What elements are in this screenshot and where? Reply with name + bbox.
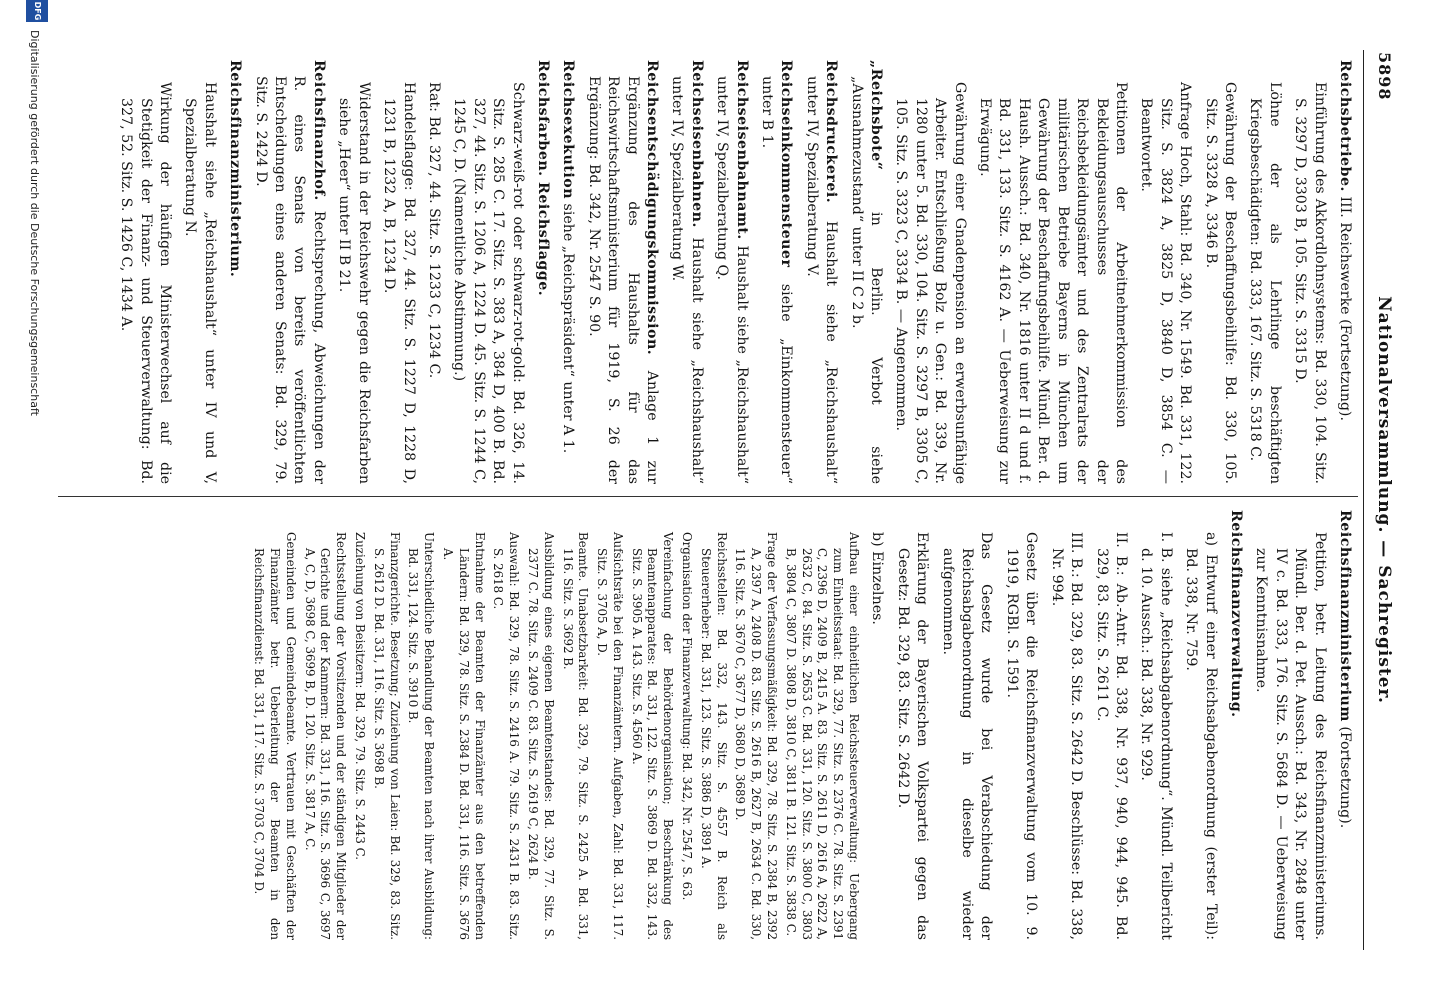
index-entry (424, 82, 443, 484)
entry-headword: Reichseisenbahnamt. (733, 60, 750, 240)
entry-text: in Berlin. Verbot siehe „Ausnahmezustand“ unter II C 2 b. (848, 76, 885, 484)
left-column (110, 60, 1354, 484)
entry-headword: „Reichsbote“ (868, 60, 885, 171)
index-entry (1091, 532, 1130, 940)
index-entry (225, 60, 244, 484)
index-entry (405, 532, 437, 940)
entry-headword: Reichsfinanzverwaltung. (1227, 510, 1244, 718)
index-entry (667, 60, 706, 484)
index-entry (116, 82, 174, 484)
index-entry (301, 532, 348, 940)
index-entry (1181, 532, 1220, 940)
index-entry (712, 60, 751, 484)
entry-text: III. B.: Bd. 329, 83. Sitz. S. 2642 D. Beschlüsse: Bd. 338, Nr. 994. (1048, 532, 1085, 940)
index-entry (449, 82, 527, 484)
entry-text: Organisation der Finanzverwaltung: Bd. 342, Nr. 2547, S. 63. (680, 532, 695, 901)
index-entry (351, 532, 367, 940)
entry-text: Vereinfachung der Behördenorganisation; Beschränkung des Beamtenapparates: Bd. 331, 122. Sitz. S. 3869 D. Bd. 332, 143. Sitz. S. 3905 A. 143. Sitz. S. 4560 A. (629, 532, 676, 940)
entry-text: Schwarz-weiß-rot oder schwarz-rot-gold: Bd. 326, 14. Sitz. S. 285 C. 17. Sitz. S. 383 A, 384 D, 400 B. Bd. 327, 44. Sitz. S. 1206 A, 1224 D. 45. Sitz. S. 1244 C, 1245 C, D. (Namentliche Abstimmung.) (451, 82, 526, 484)
index-entry (975, 82, 1130, 484)
entry-text: Handelsflagge: Bd. 327, 44. Sitz. S. 1227 D, 1228 D, 1231 B, 1232 A, B, 1234 D. (381, 82, 417, 484)
index-entry (1226, 510, 1245, 940)
entry-text: siehe „Reichspräsident“ unter A 1. (560, 199, 577, 454)
entry-text: Haushalt siehe „Reichshaushalt“ unter IV, Spezialberatung Q. (714, 76, 750, 484)
entry-text: Aufbau einer einheitlichen Reichssteuerverwaltung: Uebergang zum Einheitsstaat: Bd. 329, 77. Sitz. S. 2376 C. 78. Sitz. S. 2391 C, 2396 D, 2409 B, 2415 A. 83. Sitz. S. 2611 D, 2616 A, 2622 A, 2632 C, 84. Sitz. S. 2653 C. Bd. 331, 120. Sitz. S. 3800 C, 3803 B, 3804 C, 3807 D. 3808 D, 3810 C, 3811 B. 121. Sitz. S. 3838 C. (783, 532, 862, 940)
entry-headword: Reichsfinanzhof. (310, 60, 327, 201)
index-entry (1335, 60, 1354, 484)
entry-text: Haushalt siehe „Reichshaushalt“ unter IV, Spezialberatung W. (669, 76, 705, 484)
entry-text: III. Reichswerke (Fortsetzung). (1337, 191, 1353, 421)
index-entry (867, 532, 886, 940)
index-entry (379, 82, 418, 484)
entry-text: Haushalt siehe „Reichshaushalt“ unter IV und V, Spezialberatung N. (182, 82, 218, 484)
entry-text: b) Einzelnes. (869, 532, 886, 625)
entry-text: Petitionen der Arbeitnehmerkommission des Bekleidungsausschusses der Reichsbekleidungsämter und des Zentralrats der militärischen Betriebe Bayerns in München um Gewährung der Beschaffungsbeihilfe. Mündl. Ber. d. Haush. Aussch.: Bd. 340, Nr. 1816 unter II d und f. Bd. 331, 133. Sitz. S. 4162 A. — Ueberweisung zur Erwägung. (977, 82, 1129, 484)
entry-text: siehe „Einkommensteuer“ unter B 1. (759, 76, 795, 484)
entry-text: Widerstand in der Reichswehr gegen die Reichsfarben siehe „Heer“ unter II B 21. (336, 82, 372, 484)
entry-headword: Reichsdruckerei. (823, 60, 840, 204)
entry-text: Löhne der als Lehrlinge beschäftigten Kriegsbeschädigten: Bd. 333, 167. Sitz. S. 5318 C. (1247, 82, 1283, 484)
index-entry (180, 82, 219, 484)
header-rule (1363, 50, 1364, 950)
index-entry (846, 60, 885, 484)
index-entry (1046, 532, 1085, 940)
index-entry (801, 60, 840, 484)
index-entry (732, 532, 779, 940)
index-entry (250, 60, 328, 484)
entry-text: Reichsstellen: Bd. 332, 143. Sitz. S. 4557 B. Reich als Steuererheber: Bd. 331, 123. Sitz. S. 3886 D, 3891 A. (698, 532, 729, 940)
entry-text: Anfrage Hoch, Stahl: Bd. 340, Nr. 1549. Bd. 331, 122. Sitz. S. 3824 A, 3825 D, 3840 D, 3854 C. — Beantwortet. (1138, 82, 1194, 484)
index-entry (697, 532, 729, 940)
entry-text: Haushalt siehe „Reichshaushalt“ unter IV, Spezialberatung V. (803, 76, 840, 484)
entry-text: Gewährung der Beschaffungsbeihilfe: Bd. 330, 105. Sitz. S. 3328 A, 3346 B. (1202, 82, 1238, 484)
entry-text: Frage der Verfassungsmäßigkeit: Bd. 329, 78. Sitz. S. 2384 B, 2392 A, 2397 A, 2408 D. 83. Sitz. S. 2616 B, 2627 B, 2634 C. Bd. 330, 116. Sitz. S. 3670 C, 3677 D, 3680 D, 3689 D. (733, 532, 780, 940)
entry-text: Gesetz über die Reichsfinanzverwaltung vom 10. 9. 1919, RGBl. S. 1591. (1003, 532, 1040, 940)
entry-text: Finanzgerichte. Besetzung; Zuziehung von Laien: Bd. 329, 83. Sitz. S. 2612 D. Bd. 331, 116. Sitz. S. 3698 B. (371, 532, 402, 940)
entry-text: (Fortsetzung). (1337, 721, 1353, 829)
dfg-logo: DFG (26, 0, 48, 22)
entry-text: Beamte. Unabsetzbarkeit: Bd. 329, 79. Sitz. S. 2425 A. Bd. 331, 116. Sitz. S. 3692 B. (560, 532, 591, 940)
entry-text: Rechtsstellung der Vorsitzenden und der ständigen Mitglieder der Gerichte und der Kammern: Bd. 331, 116. Sitz. S. 3696 C, 3697 A, C, D, 3698 C, 3699 B, D. 120. Sitz. S. 3817 A, C. (302, 532, 349, 940)
entry-headword: Reichsbetriebe. (1337, 60, 1353, 192)
index-entry (334, 82, 373, 484)
entry-text: Aufsichtsräte bei den Finanzämtern. Aufgaben, Zahl: Bd. 331, 117. Sitz. S. 3705 A, D. (595, 532, 625, 940)
footer-credit: Digitalisierung gefördert durch die Deutsche Forschungsgemeinschaft (28, 30, 41, 416)
index-entry (678, 532, 694, 940)
index-entry (439, 532, 486, 940)
entry-text: Rat: Bd. 327, 44. Sitz. S. 1233 C, 1234 C. (425, 82, 442, 379)
index-entry (490, 532, 522, 940)
entry-text: Das Gesetz wurde bei Verabschiedung der Reichsabgabenordnung in dieselbe wieder aufgenommen. (939, 532, 995, 940)
entry-text: Anlage 1 zur Ergänzung des Haushalts für das Reichswirtschaftsministerium für 1919, S. 26 der Ergänzung: Bd. 342, Nr. 2547 S. 90. (585, 76, 660, 484)
running-head: Nationalversammlung. — Sachregister. (1374, 296, 1394, 704)
index-entry (559, 532, 591, 940)
page-number: 5898 (1375, 52, 1394, 101)
index-entry (937, 532, 995, 940)
index-entry (558, 60, 577, 484)
index-entry (533, 60, 552, 484)
index-entry (892, 532, 931, 940)
index-entry (891, 82, 969, 484)
entry-headword: Reichseinkommensteuer (778, 60, 795, 268)
index-entry (370, 532, 402, 940)
index-entry (524, 532, 556, 940)
entry-headword: Reichsentschädigungskommission. (644, 60, 660, 356)
entry-headword: Reichsfinanzministerium (1337, 510, 1353, 722)
entry-text: Zuziehung von Beisitzern: Bd. 329, 79. Sitz. S. 2443 C. (352, 532, 367, 860)
entry-text: Auswahl: Bd. 329, 78. Sitz. S. 2416 A. 79. Sitz. S. 2431 B. 83. Sitz. S. 2618 C. (491, 532, 522, 940)
entry-headword: Reichseisenbahnen. (688, 60, 705, 228)
index-entry (1290, 82, 1329, 484)
index-entry (1335, 510, 1354, 940)
index-entry (1136, 82, 1194, 484)
right-column (247, 510, 1354, 940)
index-entry (782, 532, 861, 940)
entry-text: Ausbildung eines eigenen Beamtenstandes: Bd. 329, 77. Sitz. S. 2377 C. 78. Sitz. S. 2409 C. 83. Sitz. S. 2619 C, 2624 B. (525, 532, 556, 940)
entry-text: Unterschiedliche Behandlung der Beamten nach ihrer Ausbildung: Bd. 331, 124. Sitz. S. 3910 B. (406, 532, 437, 940)
column-divider (58, 496, 1358, 497)
entry-headword: Reichsfarben. Reichsflagge. (534, 60, 551, 297)
entry-text: Petition, betr. Leitung des Reichsfinanzministeriums. Mündl. Ber. d. Pet. Aussch.: Bd. 343, Nr. 2848 unter IV c. Bd. 333, 176. Sitz. S. 5684 D. — Ueberweisung zur Kenntnisnahme. (1253, 532, 1328, 940)
index-entry (757, 60, 796, 484)
entry-text: Entnahme der Beamten der Finanzämter aus den betreffenden Ländern: Bd. 329, 78. Sitz. S. 2384 D. Bd. 331, 116. Sitz. S. 3676 A. (440, 532, 487, 940)
index-entry (593, 532, 625, 940)
entry-text: I. B. siehe „Reichsabgabenordnung“. Mündl. Teilbericht d. 10. Aussch.: Bd. 338, Nr. 929. (1138, 532, 1174, 940)
entry-text: Rechtsprechung, Abweichungen der R. eines Senats von bereits veröffentlichten Entscheidungen eines anderen Senats: Bd. 329, 79. Sitz. S. 2424 D. (252, 76, 327, 484)
index-entry (250, 532, 297, 940)
index-entry (1002, 532, 1041, 940)
entry-text: Erklärung der Bayerischen Volkspartei gegen das Gesetz: Bd. 329, 83. Sitz. S. 2642 D. (894, 532, 931, 940)
index-entry (583, 60, 661, 484)
index-entry (1136, 532, 1175, 940)
entry-text: Einführung des Akkordlohnsystems: Bd. 330, 104. Sitz. S. 3297 D, 3303 B, 105. Sitz. S. 3315 D. (1292, 82, 1328, 484)
index-entry (1245, 82, 1284, 484)
entry-headword: Reichsexekution (560, 60, 577, 200)
index-entry (1200, 82, 1239, 484)
entry-text: Wirkung der häufigen Ministerwechsel auf die Stetigkeit der Finanz- und Steuerverwaltung: Bd. 327, 52. Sitz. S. 1426 C, 1434 A. (118, 82, 174, 484)
entry-text: Gemeinden und Gemeindebeamte. Vertrauen mit Geschäften der Finanzämter betr. Ueberleitung der Beamten in den Reichsfinanzdienst: Bd. 331, 117. Sitz. S. 3703 C, 3704 D. (252, 532, 298, 940)
index-entry (628, 532, 675, 940)
entry-headword: Reichsfinanzministerium. (227, 60, 244, 278)
index-entry (1251, 532, 1329, 940)
entry-text: II. B.: Ab.-Antr. Bd. 338, Nr. 937, 940, 944, 945. Bd. 329, 83. Sitz. S. 2611 C. (1093, 532, 1129, 940)
entry-text: a) Entwurf einer Reichsabgabenordnung (erster Teil): Bd. 338, Nr. 759. (1183, 532, 1219, 940)
entry-text: Gewährung einer Gnadenpension an erwerbsunfähige Arbeiter. Entschließung Bolz u. Gen.: Bd. 339, Nr. 1280 unter 5. Bd. 330, 104. Sitz. S. 3297 B, 3305 C, 105. Sitz. S. 3323 C, 3334 B. — Angenommen. (893, 82, 968, 484)
